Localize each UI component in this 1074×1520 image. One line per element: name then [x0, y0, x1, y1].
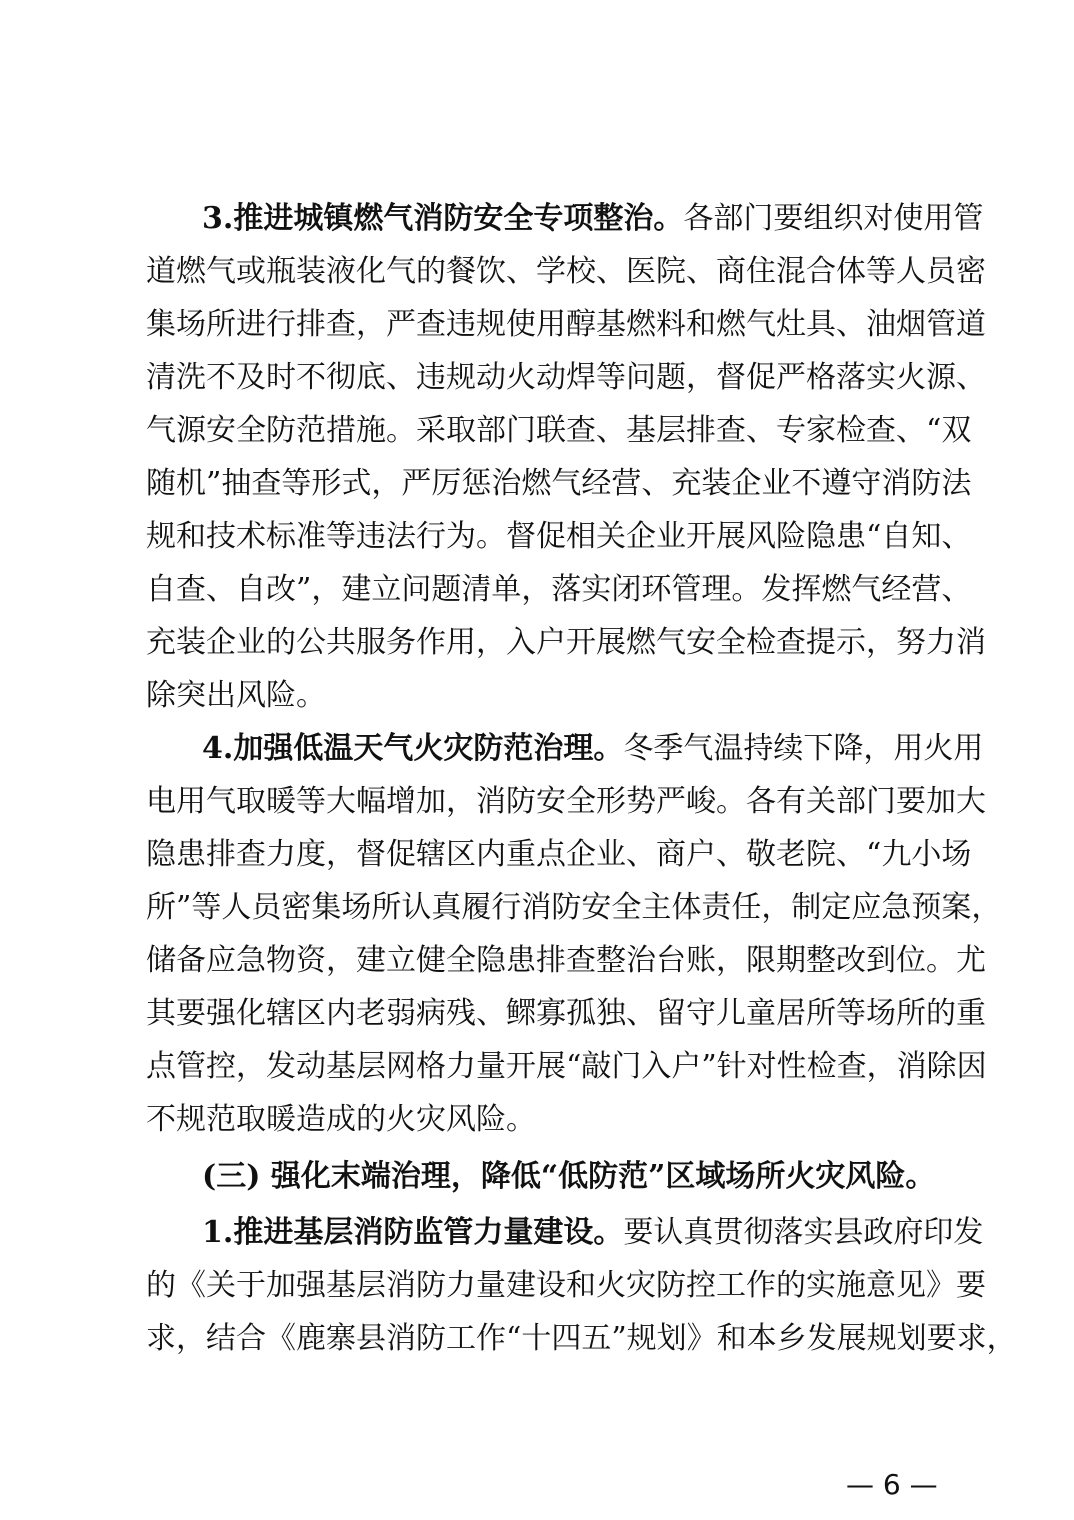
paragraph-line: 清洗不及时不彻底、违规动火动焊等问题，督促严格落实火源、: [146, 360, 986, 395]
section-three-1-heading: 1.推进基层消防监管力量建设。: [202, 1215, 624, 1250]
page-number: — 6 —: [846, 1468, 938, 1501]
paragraph-line: 除突出风险。: [146, 678, 326, 713]
section-3-text: 各部门要组织对使用管: [683, 201, 984, 236]
paragraph-line: 所”等人员密集场所认真履行消防安全主体责任，制定应急预案，: [146, 890, 1002, 925]
paragraph-line: 道燃气或瓶装液化气的餐饮、学校、医院、商住混合体等人员密: [146, 254, 986, 289]
paragraph-line: [202, 194, 984, 244]
paragraph-line: 的《关于加强基层消防力量建设和火灾防控工作的实施意见》要: [146, 1268, 986, 1303]
paragraph-line: [202, 724, 984, 774]
paragraph-line: 充装企业的公共服务作用，入户开展燃气安全检查提示，努力消: [146, 625, 986, 660]
paragraph-line: 集场所进行排查，严查违规使用醇基燃料和燃气灶具、油烟管道: [146, 307, 986, 342]
paragraph-line: 自查、自改”，建立问题清单，落实闭环管理。发挥燃气经营、: [146, 572, 972, 607]
paragraph-line: 求，结合《鹿寨县消防工作“十四五”规划》和本乡发展规划要求，: [146, 1321, 1017, 1356]
paragraph-line: 储备应急物资，建立健全隐患排查整治台账，限期整改到位。尤: [146, 943, 986, 978]
paragraph-line: 电用气取暖等大幅增加，消防安全形势严峻。各有关部门要加大: [146, 784, 986, 819]
paragraph-line: 隐患排查力度，督促辖区内重点企业、商户、敬老院、“九小场: [146, 837, 972, 872]
paragraph-line: 气源安全防范措施。采取部门联查、基层排查、专家检查、“双: [146, 413, 972, 448]
section-4-heading: 4.加强低温天气火灾防范治理。: [202, 731, 624, 766]
paragraph-line: 点管控，发动基层网格力量开展“敲门入户”针对性检查，消除因: [146, 1049, 987, 1084]
section-three-1-text: 要认真贯彻落实县政府印发: [623, 1215, 984, 1250]
paragraph-line: 其要强化辖区内老弱病残、鳏寡孤独、留守儿童居所等场所的重: [146, 996, 986, 1031]
section-4-text: 冬季气温持续下降，用火用: [623, 731, 984, 766]
section-three-heading: (三) 强化末端治理，降低“低防范”区域场所火灾风险。: [202, 1159, 936, 1194]
paragraph-line: 随机”抽查等形式，严厉惩治燃气经营、充装企业不遵守消防法: [146, 466, 972, 501]
paragraph-line: 规和技术标准等违法行为。督促相关企业开展风险隐患“自知、: [146, 519, 972, 554]
section-3-heading: 3.推进城镇燃气消防安全专项整治。: [202, 201, 684, 236]
paragraph-line: [202, 1208, 984, 1258]
paragraph-line: 不规范取暖造成的火灾风险。: [146, 1102, 536, 1137]
